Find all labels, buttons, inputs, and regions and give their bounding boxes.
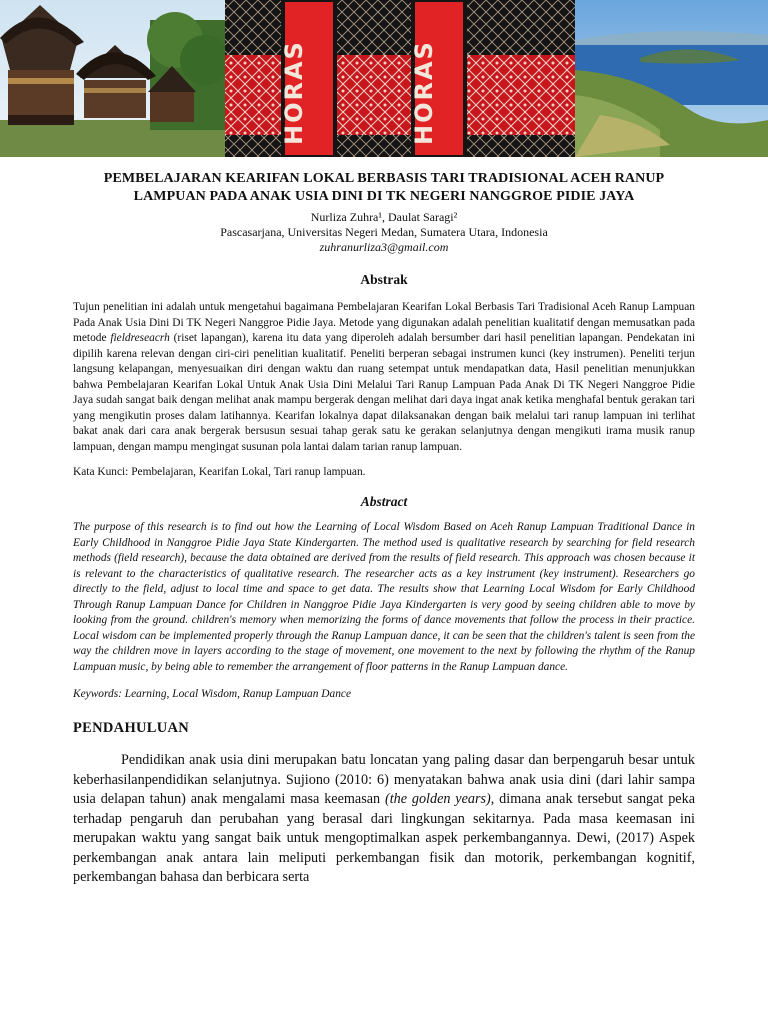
- kata-kunci: Kata Kunci: Pembelajaran, Kearifan Lokal, Tari ranup lampuan.: [73, 466, 366, 478]
- intro-text-part-2: dimana anak tersebut sangat peka terhadap pengaruh dan perubahan yang berasal dari lingkungan sekitarnya. Pada masa keemasan ini merupakan waktu yang sangat baik untuk mengoptimalkan aspek perkembangannya. Dewi, (2017) Aspek perkembangan anak antara lain meliputi perkembangan fisik dan motorik, perkembangan kognitif, perkembangan bahasa dan berbicara serta: [73, 791, 695, 885]
- header-banner: [0, 0, 768, 157]
- abstrak-text-part-2: (riset lapangan), karena itu data yang diperoleh adalah bersumber dari hasil penelitian lapangan. Pendekatan ini dipilih karena relevan dengan ciri-ciri penelitian kualitatif. Peneliti berperan sebagai instrumen kunci (key instrumen). Peneliti terjun langsung kelapangan, menyesuaikan diri dengan waktu dan ruang setempat untuk mendapatkan data, Hasil penelitian menunjukkan bahwa Pembelajaran Kearifan Lokal Untuk Anak Usia Dini Melalui Tari Ranup Lampuan Pada Anak Di TK Negeri Nanggroe Pidie Jaya sudah sangat baik dengan melihat anak mampu bergerak dengan melihat dari daya ingat anak ketika menghafal bentuk gerakan tari yang mengikutin proses dalam latihannya. Kearifan lokalnya dapat dilaksanakan dengan baik melalui tari ranup lampuan ini terlihat bakat anak dari cara anak bergerak bersusun sesuai tahap gerak satu ke gerakan selanjutnya dengan mengikuti irama musik ranup lampuan, dengan mampu mengingat susunan pola lantai dalam tarian ranup lampuan.: [73, 332, 695, 453]
- abstrak-heading: Abstrak: [360, 272, 408, 287]
- abstract-heading: Abstract: [360, 494, 408, 509]
- paper-authors: Nurliza Zuhra¹, Daulat Saragi²: [310, 210, 458, 224]
- horas-text-1: HORAS: [280, 40, 308, 145]
- paper-title: PEMBELAJARAN KEARIFAN LOKAL BERBASIS TARI TRADISIONAL ACEH RANUP LAMPUAN PADA ANAK USIA DINI DI TK NEGERI NANGGROE PIDIE JAYA: [103, 171, 665, 204]
- intro-text-part-1: Pendidikan anak usia dini merupakan batu loncatan yang paling dasar dan berpengaruh besar untuk keberhasilanpendidikan selanjutnya. Sujiono (2010: 6) menyatakan bahwa anak usia dini (dari lahir sampa usia delapan tahun) anak mengalami masa keemasan: [73, 752, 695, 807]
- abstrak-text-part-1: Tujun penelitian ini adalah untuk mengetahui bagaimana Pembelajaran Kearifan Lokal Berbasis Tari Tradisional Aceh Ranup Lampuan Pada Anak Usia Dini Di TK Negeri Nanggroe Pidie Jaya. Metode yang digunakan adalah penelitian kualitatif dengan memusatkan pada metode: [73, 301, 695, 344]
- intro-text-italic: (the golden years),: [384, 791, 495, 807]
- banner-illustration: [0, 0, 768, 157]
- abstrak-text-italic: fieldreseacrh: [110, 332, 170, 344]
- intro-paragraph: [73, 751, 695, 888]
- abstrak-body: [73, 300, 695, 455]
- paper-page: [73, 170, 695, 888]
- paper-affiliation: Pascasarjana, Universitas Negeri Medan, Sumatera Utara, Indonesia: [220, 225, 548, 239]
- section-heading-pendahuluan: PENDAHULUAN: [73, 720, 190, 736]
- author-email[interactable]: zuhranurliza3@gmail.com: [319, 240, 449, 254]
- keywords: Keywords: Learning, Local Wisdom, Ranup Lampuan Dance: [73, 688, 352, 700]
- abstract-body: The purpose of this research is to find out how the Learning of Local Wisdom Based on Aceh Ranup Lampuan Traditional Dance in Early Childhood in Nanggroe Pidie Jaya State Kindergarten. The method used is qualitative research by searching for field research methods (field research), because the data obtained are derived from the results of field research. This approach was chosen because it is relevant to the characteristics of qualitative research. The researcher acts as a key instrument (key instrument). Researchers go directly to the field, adjust to local time and space to get data. The results show that Learning Local Wisdom for Early Childhood Through Ranup Lampuan Dance for Children in Nanggroe Pidie Jaya Kindergarten is very good by seeing children able to move by looking from the ground. children's memory when memorizing the forms of dance movements that follow the process in their practice. Local wisdom can be implemented properly through the Ranup Lampuan dance, it can be seen that the children's talent is seen from the way the children move in layers according to the stage of movement, one movement to the next by following the rhythm of the Ranup Lampuan music, by being able to remember the arrangement of floor patterns in the Ranup Lampuan dance.: [73, 521, 695, 673]
- horas-text-2: HORAS: [410, 40, 438, 145]
